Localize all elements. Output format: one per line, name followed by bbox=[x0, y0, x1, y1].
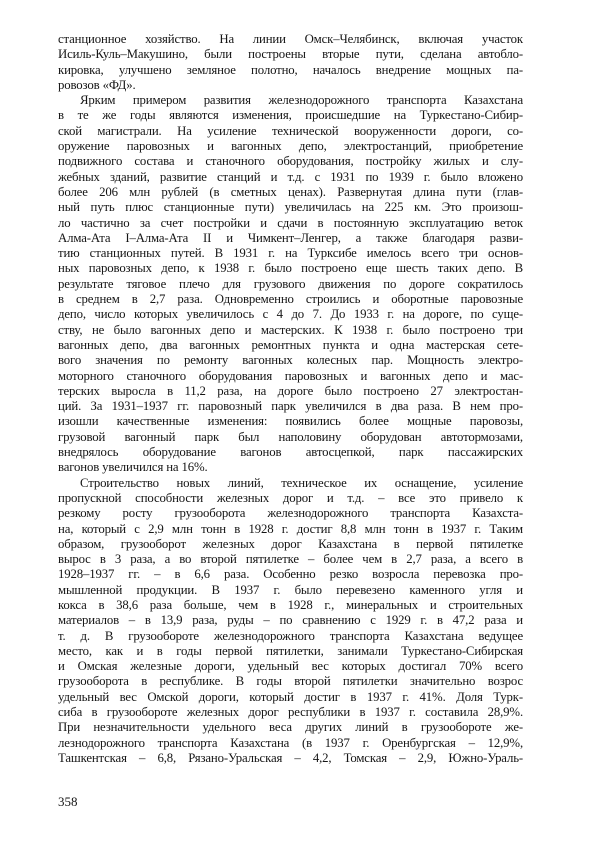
text-line: ской магистрали. На усиление технической вооруженности дороги, со- bbox=[58, 123, 523, 138]
paragraph-1 bbox=[58, 32, 523, 93]
text-line: вагонных депо, два вагонных ремонтных пункта и одна мастерская сете- bbox=[58, 337, 523, 352]
text-line: лезнодорожного транспорта Казахстана (в 1937 г. Оренбургская – 12,9%, bbox=[58, 735, 523, 750]
text-line: удельный вес Омской дороги, который достиг в 1937 г. 41%. Доля Турк- bbox=[58, 689, 523, 704]
text-line: При незначительности удельного веса других линий в грузообороте же- bbox=[58, 720, 523, 735]
text-line: ству, не было вагонных депо и мастерских. К 1938 г. было построено три bbox=[58, 322, 523, 337]
text-line: кировка, улучшено земляное полотно, началось внедрение мощных па- bbox=[58, 62, 523, 77]
text-line: вырос в 3 раза, а во второй пятилетке – более чем в 2,7 раза, а всего в bbox=[58, 552, 523, 567]
text-line: ный путь плюс станционные пути) увеличилась на 225 км. Это произош- bbox=[58, 200, 523, 215]
text-line: грузовой вагонный парк был наполовину оборудован автотормозами, bbox=[58, 429, 523, 444]
text-line: Исиль-Куль–Макушино, были построены вторые пути, сделана автобло- bbox=[58, 47, 523, 62]
text-line: грузооборота в республике. В годы второй пятилетки значительно возрос bbox=[58, 674, 523, 689]
text-line: резкому росту грузооборота железнодорожного транспорта Казахста- bbox=[58, 506, 523, 521]
text-line: в среднем в 2,7 раза. Одновременно строились и оборотные паровозные bbox=[58, 292, 523, 307]
text-line: ло частично за счет постройки и сдачи в постоянную эксплуатацию веток bbox=[58, 215, 523, 230]
text-line: материалов – в 13,9 раза, руды – по сравнению с 1929 г. в 47,2 раза и bbox=[58, 613, 523, 628]
text-line: сиба в грузообороте железных дорог республики в 1937 г. составила 28,9%. bbox=[58, 705, 523, 720]
paragraph-3 bbox=[58, 476, 523, 767]
text-line: и Омская железные дороги, удельный вес которых достигал 70% всего bbox=[58, 659, 523, 674]
text-line: результате тяговое плечо для грузового движения по дороге сократилось bbox=[58, 276, 523, 291]
text-line: вого значения по ремонту вагонных колесных пар. Мощность электро- bbox=[58, 353, 523, 368]
text-line: вагонов увеличился на 16%. bbox=[58, 460, 208, 475]
text-line: оружение паровозных и вагонных депо, электростанций, приобретение bbox=[58, 139, 523, 154]
text-line: терских выросла в 11,2 раза, на дороге было построено 27 электростан- bbox=[58, 383, 523, 398]
text-line: Строительство новых линий, техническое их оснащение, усиление bbox=[80, 475, 523, 490]
text-line: изошли качественные изменения: появились более мощные паровозы, bbox=[58, 414, 523, 429]
text-line: на, который с 2,9 млн тонн в 1928 г. достиг 8,8 млн тонн в 1937 г. Таким bbox=[58, 521, 523, 536]
text-line: образом, грузооборот железных дорог Казахстана в первой пятилетке bbox=[58, 536, 523, 551]
text-line: пропускной способности железных дорог и т.д. – все это привело к bbox=[58, 490, 523, 505]
text-line: Ташкентская – 6,8, Рязано-Уральская – 4,2, Томская – 2,9, Южно-Ураль- bbox=[58, 750, 523, 765]
text-line: тию станционных путей. В 1931 г. на Турксибе имелось всего три основ- bbox=[58, 246, 523, 261]
page-body bbox=[58, 32, 523, 766]
page-number: 358 bbox=[58, 794, 78, 809]
text-line: станционное хозяйство. На линии Омск–Челябинск, включая участок bbox=[58, 32, 523, 46]
text-line: ровозов «ФД». bbox=[58, 77, 136, 92]
text-line: ных паровозных депо, к 1938 г. было построено еще шесть таких депо. В bbox=[58, 261, 523, 276]
text-line: место, как и в годы первой пятилетки, занимали Туркестано-Сибирская bbox=[58, 643, 523, 658]
text-line: Алма-Ата I–Алма-Ата II и Чимкент–Ленгер, а также благодаря разви- bbox=[58, 230, 523, 245]
text-line: подвижного состава и станочного оборудования, постройку жилых и слу- bbox=[58, 154, 523, 169]
text-line: в те же годы являются изменения, происшедшие на Туркестано-Сибир- bbox=[58, 108, 523, 123]
text-line: ций. За 1931–1937 гг. паровозный парк увеличился в два раза. В нем про- bbox=[58, 399, 523, 414]
text-line: Ярким примером развития железнодорожного транспорта Казахстана bbox=[80, 93, 523, 108]
text-line: мышленной продукции. В 1937 г. было перевезено каменного угля и bbox=[58, 582, 523, 597]
paragraph-2 bbox=[58, 93, 523, 475]
text-line: моторного станочного оборудования паровозных и вагонных депо и мас- bbox=[58, 368, 523, 383]
text-line: внедрялось оборудование вагонов автосцепкой, парк пассажирских bbox=[58, 445, 523, 460]
text-line: депо, число которых увеличилось с 4 до 7. До 1933 г. на дороге, по суще- bbox=[58, 307, 523, 322]
text-line: т. д. В грузообороте железнодорожного транспорта Казахстана ведущее bbox=[58, 628, 523, 643]
text-line: кокса в 38,6 раза больше, чем в 1928 г., минеральных и строительных bbox=[58, 597, 523, 612]
text-line: жебных зданий, развитие станций и т.д. с 1931 по 1939 г. было вложено bbox=[58, 169, 523, 184]
text-line: более 206 млн рублей (в сметных ценах). Развернутая длина пути (глав- bbox=[58, 184, 523, 199]
text-line: 1928–1937 гг. – в 6,6 раза. Особенно резко возросла перевозка про- bbox=[58, 567, 523, 582]
